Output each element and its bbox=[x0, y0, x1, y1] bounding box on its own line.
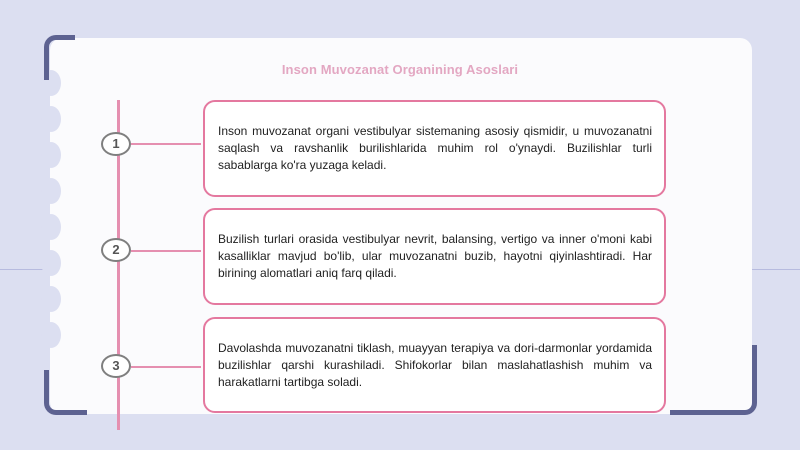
card-edge-notch bbox=[41, 142, 61, 168]
step-number-badge: 2 bbox=[101, 238, 131, 262]
step-connector bbox=[131, 143, 201, 145]
step-number-badge: 3 bbox=[101, 354, 131, 378]
step-text-box bbox=[203, 317, 666, 413]
card-edge-notch bbox=[41, 286, 61, 312]
step-description: Buzilish turlari orasida vestibulyar nevrit, balansing, vertigo va inner o'moni kabi kasalliklar mavjud bo'lib, ular muvozanatni buzib, hayotni qiyinlashtiradi. Har birining alomatlari aniq farq qiladi. bbox=[218, 232, 652, 280]
step-description: Davolashda muvozanatni tiklash, muayyan terapiya va dori-darmonlar yordamida buzilishlar qarshi kurashiladi. Shifokorlar bilan maslahatlashish muhim va harakatlarni tartibga soladi. bbox=[218, 340, 652, 389]
step-connector bbox=[131, 366, 201, 368]
card-edge-notch bbox=[41, 214, 61, 240]
step-text-box bbox=[203, 100, 666, 197]
card-edge-notch bbox=[41, 250, 61, 276]
step-description: Inson muvozanat organi vestibulyar sistemaning asosiy qismidir, u muvozanatni saqlash va ravshanlik burilishlarida muhim rol o'ynaydi. Buzilishlar turli sabablarga ko'ra yuzaga keladi. bbox=[218, 124, 652, 172]
step-number-badge: 1 bbox=[101, 132, 131, 156]
corner-bracket-bottom-right bbox=[670, 345, 757, 415]
card-edge-notch bbox=[41, 106, 61, 132]
corner-bracket-bottom-left bbox=[44, 370, 87, 415]
step-connector bbox=[131, 250, 201, 252]
card-edge-notch bbox=[41, 322, 61, 348]
card-edge-notch bbox=[41, 178, 61, 204]
step-text-box bbox=[203, 208, 666, 305]
slide-title: Inson Muvozanat Organining Asoslari bbox=[281, 62, 519, 77]
